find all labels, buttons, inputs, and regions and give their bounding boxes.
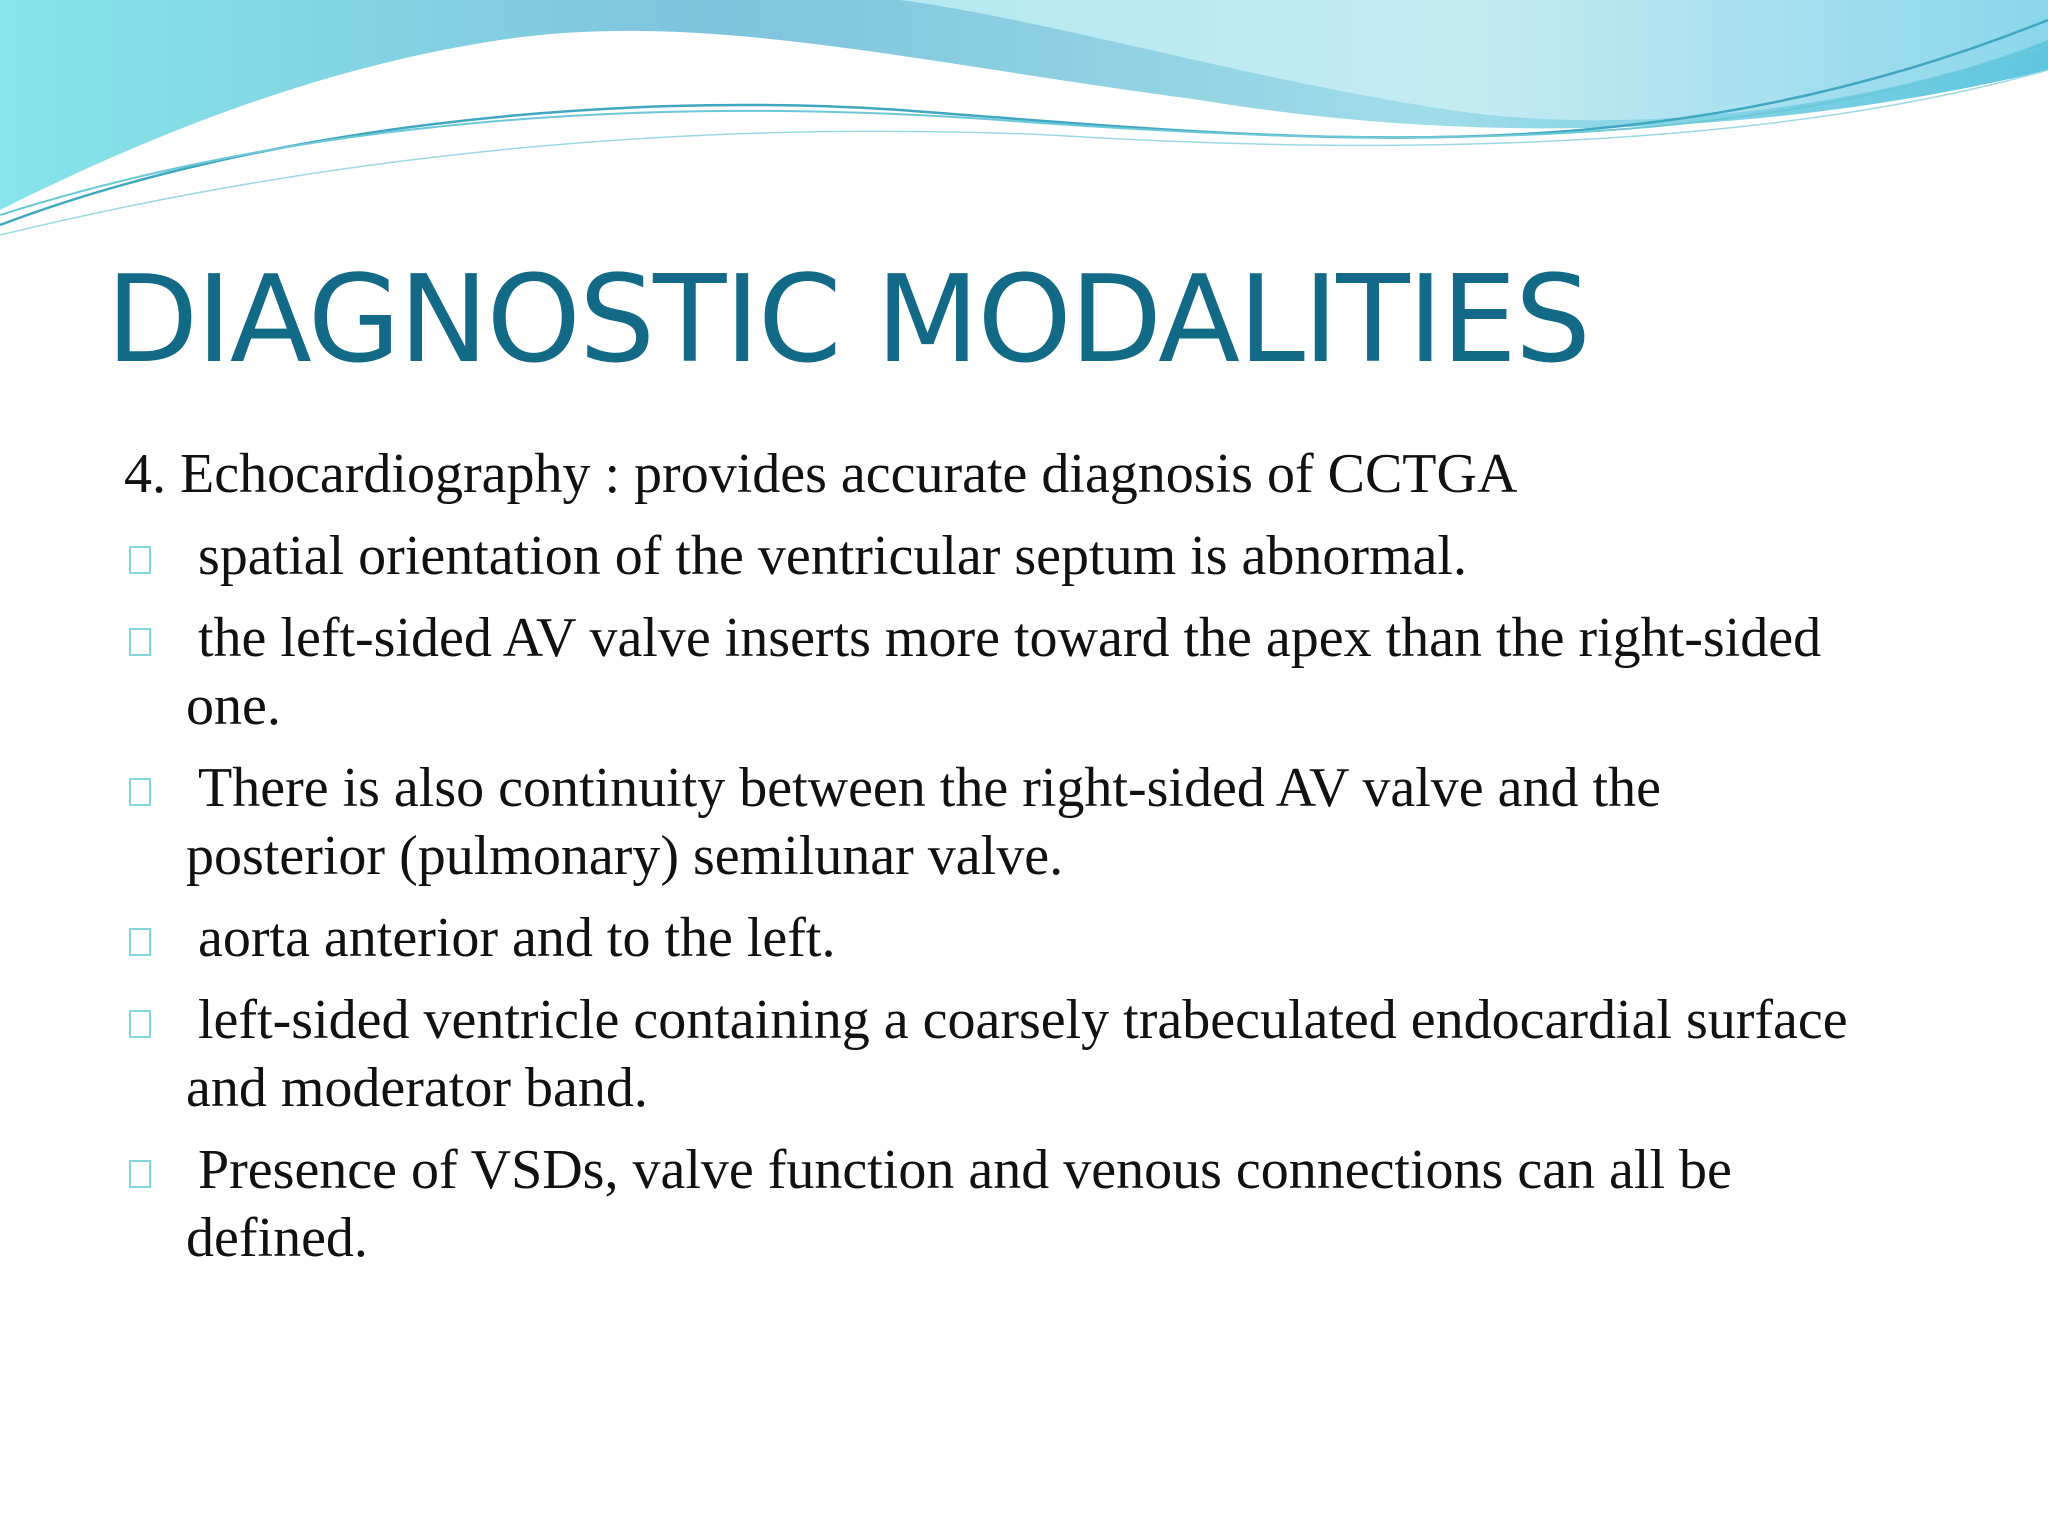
intro-line: 4. Echocardiography : provides accurate diagnosis of CCTGA [124,443,1518,505]
bullet-text: Presence of VSDs, valve function and venous connections can all be defined. [186,1139,1732,1269]
bullet-text: spatial orientation of the ventricular septum is abnormal. [198,525,1467,587]
bullet-item [124,1136,1924,1272]
bullet-item [124,754,1924,890]
bullet-item [124,904,1924,972]
bullet-item [124,986,1924,1122]
bullet-text: There is also continuity between the right-sided AV valve and the posterior (pulmonary) semilunar valve. [186,757,1661,887]
header-wave-decoration [0,0,2048,240]
bullet-item [124,604,1924,740]
bullet-marker-icon [129,928,151,956]
bullet-text: aorta anterior and to the left. [198,907,836,969]
bullet-text: the left-sided AV valve inserts more toward the apex than the right-sided one. [186,607,1822,737]
bullet-text: left-sided ventricle containing a coarsely trabeculated endocardial surface and moderator band. [186,989,1848,1119]
bullet-marker-icon [129,546,151,574]
bullet-list [124,522,1924,1272]
bullet-marker-icon [129,778,151,806]
slide-title: DIAGNOSTIC MODALITIES [106,251,1590,390]
bullet-marker-icon [129,1010,151,1038]
slide-content [124,440,1924,1286]
bullet-item [124,522,1924,590]
bullet-marker-icon [129,628,151,656]
bullet-marker-icon [129,1160,151,1188]
